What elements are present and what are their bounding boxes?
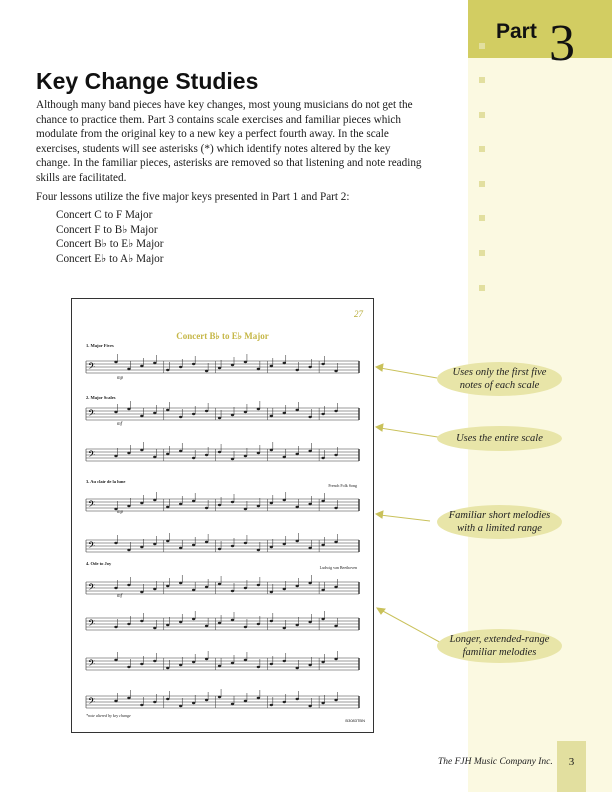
note-head xyxy=(114,626,117,628)
note-head xyxy=(205,370,208,372)
note-head xyxy=(179,582,182,584)
note-head xyxy=(231,458,234,460)
note-head xyxy=(192,500,195,502)
part-number: 3 xyxy=(549,15,575,72)
note-head xyxy=(308,503,311,505)
bass-clef-icon: 𝄢 xyxy=(88,499,96,512)
note-head xyxy=(205,454,208,456)
page-title: Key Change Studies xyxy=(36,68,259,94)
bass-clef-icon: 𝄢 xyxy=(88,658,96,671)
lessons-intro: Four lessons utilize the five major keys presented in Part 1 and Part 2: xyxy=(36,191,350,203)
note-head xyxy=(244,626,247,628)
note-head xyxy=(218,504,221,506)
note-head xyxy=(179,450,182,452)
note-head xyxy=(334,699,337,701)
note-head xyxy=(218,622,221,624)
note-head xyxy=(127,584,130,586)
note-head xyxy=(283,660,286,662)
note-head xyxy=(218,548,221,550)
music-staff xyxy=(86,536,359,558)
note-head xyxy=(231,545,234,547)
sidebar-bullet xyxy=(479,181,485,187)
callout-short-melodies: Familiar short melodies with a limited range xyxy=(437,505,562,539)
bass-clef-icon: 𝄢 xyxy=(88,540,96,553)
note-head xyxy=(192,618,195,620)
callout-extended-melodies: Longer, extended-range familiar melodies xyxy=(437,629,562,663)
note-head xyxy=(283,701,286,703)
note-head xyxy=(283,588,286,590)
note-head xyxy=(179,366,182,368)
note-head xyxy=(153,499,156,501)
note-head xyxy=(334,658,337,660)
note-head xyxy=(270,663,273,665)
music-staff xyxy=(86,614,359,636)
music-staff xyxy=(86,445,359,467)
note-head xyxy=(257,408,260,410)
dynamic-marking: mp xyxy=(117,510,124,515)
note-head xyxy=(140,704,143,706)
lesson-item: Concert F to B♭ Major xyxy=(56,223,158,236)
note-head xyxy=(270,502,273,504)
note-head xyxy=(153,543,156,545)
note-head xyxy=(244,455,247,457)
page-number: 3 xyxy=(568,756,575,768)
note-head xyxy=(244,508,247,510)
part-label: Part xyxy=(496,20,537,43)
note-head xyxy=(166,585,169,587)
note-head xyxy=(114,455,117,457)
note-head xyxy=(166,369,169,371)
note-head xyxy=(321,589,324,591)
note-head xyxy=(192,544,195,546)
callout-entire-scale: Uses the entire scale xyxy=(437,426,562,451)
music-staff xyxy=(86,654,359,676)
note-head xyxy=(257,452,260,454)
note-head xyxy=(296,409,299,411)
note-head xyxy=(283,362,286,364)
note-head xyxy=(283,412,286,414)
dynamic-marking: mp xyxy=(117,376,124,381)
note-head xyxy=(308,582,311,584)
note-head xyxy=(270,449,273,451)
note-head xyxy=(166,667,169,669)
note-head xyxy=(166,453,169,455)
note-head xyxy=(127,452,130,454)
sidebar-bullet xyxy=(479,112,485,118)
lesson-item: Concert B♭ to E♭ Major xyxy=(56,238,164,250)
note-head xyxy=(321,363,324,365)
sidebar-bullet xyxy=(479,285,485,291)
note-head xyxy=(321,544,324,546)
note-head xyxy=(244,700,247,702)
note-head xyxy=(153,701,156,703)
note-head xyxy=(153,362,156,364)
note-head xyxy=(270,365,273,367)
note-head xyxy=(127,408,130,410)
lesson-item: Concert E♭ to A♭ Major xyxy=(56,252,164,265)
note-head xyxy=(218,665,221,667)
note-head xyxy=(231,662,234,664)
note-head xyxy=(244,587,247,589)
score-title: Concert B♭ to E♭ Major xyxy=(176,331,269,341)
intro-paragraph: Although many band pieces have key changes, most young musicians do not get the chance to practice them. Part 3 contains scale exercises and familiar pieces which modulate from the original key to a new key a perfect fourth away. In the scale exercises, students will see asterisks (*) which identify notes altered by the key change. In the familiar pieces, asterisks are removed so that listening and note reading skills are facilitated. xyxy=(36,99,422,184)
sidebar-bullet xyxy=(479,146,485,152)
score-page-thumbnail xyxy=(71,298,374,733)
note-head xyxy=(270,704,273,706)
music-staff xyxy=(86,495,359,517)
score-footnote: *note altered by key change xyxy=(86,713,131,718)
note-head xyxy=(153,412,156,414)
note-head xyxy=(321,457,324,459)
note-head xyxy=(244,361,247,363)
note-head xyxy=(334,507,337,509)
note-head xyxy=(127,697,130,699)
note-head xyxy=(296,585,299,587)
note-head xyxy=(270,546,273,548)
note-head xyxy=(270,591,273,593)
note-head xyxy=(179,547,182,549)
note-head xyxy=(257,368,260,370)
note-head xyxy=(218,583,221,585)
note-head xyxy=(140,591,143,593)
note-head xyxy=(218,451,221,453)
note-head xyxy=(257,549,260,551)
note-head xyxy=(140,663,143,665)
note-head xyxy=(166,624,169,626)
note-head xyxy=(308,416,311,418)
note-head xyxy=(192,661,195,663)
note-head xyxy=(127,666,130,668)
note-head xyxy=(153,456,156,458)
catalog-number: B3083TBN xyxy=(345,718,365,723)
note-head xyxy=(308,366,311,368)
note-head xyxy=(321,413,324,415)
note-head xyxy=(192,589,195,591)
note-head xyxy=(321,702,324,704)
note-head xyxy=(308,705,311,707)
note-head xyxy=(231,590,234,592)
note-head xyxy=(127,623,130,625)
sidebar-bullet xyxy=(479,77,485,83)
note-head xyxy=(231,619,234,621)
note-head xyxy=(296,453,299,455)
note-head xyxy=(140,502,143,504)
music-staff xyxy=(86,578,359,600)
note-head xyxy=(166,540,169,542)
note-head xyxy=(192,413,195,415)
note-head xyxy=(231,364,234,366)
note-head xyxy=(296,624,299,626)
sidebar-bullet xyxy=(479,43,485,49)
note-head xyxy=(205,541,208,543)
note-head xyxy=(296,667,299,669)
note-head xyxy=(127,368,130,370)
note-head xyxy=(192,702,195,704)
part-tab xyxy=(468,0,612,58)
exercise-title: 1. Major Fives xyxy=(86,343,114,348)
bass-clef-icon: 𝄢 xyxy=(88,408,96,421)
note-head xyxy=(321,661,324,663)
note-head xyxy=(179,416,182,418)
callout-first-five-notes: Uses only the first five notes of each scale xyxy=(437,362,562,396)
note-head xyxy=(179,664,182,666)
note-head xyxy=(296,698,299,700)
note-head xyxy=(114,587,117,589)
note-head xyxy=(257,697,260,699)
music-staff xyxy=(86,692,359,714)
sidebar-bullet xyxy=(479,250,485,256)
note-head xyxy=(205,625,208,627)
note-head xyxy=(296,506,299,508)
bass-clef-icon: 𝄢 xyxy=(88,361,96,374)
exercise-title: 3. Au clair de la lune xyxy=(86,479,126,484)
note-head xyxy=(179,621,182,623)
sidebar-bullet xyxy=(479,215,485,221)
bass-clef-icon: 𝄢 xyxy=(88,696,96,709)
sidebar-panel xyxy=(468,0,612,792)
note-head xyxy=(244,542,247,544)
note-head xyxy=(205,410,208,412)
note-head xyxy=(205,699,208,701)
note-head xyxy=(231,414,234,416)
note-head xyxy=(218,367,221,369)
bass-clef-icon: 𝄢 xyxy=(88,582,96,595)
note-head xyxy=(257,666,260,668)
note-head xyxy=(205,586,208,588)
note-head xyxy=(257,584,260,586)
note-head xyxy=(308,621,311,623)
note-head xyxy=(308,450,311,452)
note-head xyxy=(283,543,286,545)
note-head xyxy=(283,499,286,501)
note-head xyxy=(257,623,260,625)
note-head xyxy=(283,627,286,629)
note-head xyxy=(153,660,156,662)
note-head xyxy=(166,698,169,700)
dynamic-marking: mf xyxy=(117,422,122,427)
note-head xyxy=(140,620,143,622)
note-head xyxy=(153,588,156,590)
dynamic-marking: mf xyxy=(117,594,122,599)
note-head xyxy=(114,542,117,544)
note-head xyxy=(114,659,117,661)
note-head xyxy=(166,409,169,411)
composer-credit: Ludwig van Beethoven xyxy=(319,565,357,570)
lesson-item: Concert C to F Major xyxy=(56,209,153,221)
note-head xyxy=(114,361,117,363)
note-head xyxy=(296,540,299,542)
note-head xyxy=(321,618,324,620)
note-head xyxy=(140,546,143,548)
score-page-number: 27 xyxy=(354,309,363,319)
note-head xyxy=(308,664,311,666)
note-head xyxy=(114,700,117,702)
note-head xyxy=(140,365,143,367)
composer-credit: French Folk Song xyxy=(328,483,357,488)
note-head xyxy=(192,363,195,365)
bass-clef-icon: 𝄢 xyxy=(88,449,96,462)
note-head xyxy=(257,505,260,507)
music-staff xyxy=(86,357,359,379)
note-head xyxy=(334,410,337,412)
note-head xyxy=(308,547,311,549)
note-head xyxy=(205,658,208,660)
bass-clef-icon: 𝄢 xyxy=(88,618,96,631)
note-head xyxy=(334,370,337,372)
music-staff xyxy=(86,404,359,426)
note-head xyxy=(231,501,234,503)
note-head xyxy=(127,505,130,507)
note-head xyxy=(114,508,117,510)
note-head xyxy=(114,411,117,413)
note-head xyxy=(231,703,234,705)
note-head xyxy=(218,696,221,698)
note-head xyxy=(296,369,299,371)
note-head xyxy=(270,620,273,622)
note-head xyxy=(244,659,247,661)
note-head xyxy=(334,625,337,627)
note-head xyxy=(127,549,130,551)
note-head xyxy=(166,506,169,508)
note-head xyxy=(140,415,143,417)
note-head xyxy=(334,586,337,588)
note-head xyxy=(153,627,156,629)
exercise-title: 2. Major Scales xyxy=(86,395,116,400)
publisher-footer: The FJH Music Company Inc. xyxy=(438,757,553,767)
note-head xyxy=(270,415,273,417)
note-head xyxy=(179,705,182,707)
note-head xyxy=(321,500,324,502)
note-head xyxy=(205,507,208,509)
note-head xyxy=(334,541,337,543)
note-head xyxy=(192,457,195,459)
note-head xyxy=(334,454,337,456)
note-head xyxy=(140,449,143,451)
note-head xyxy=(179,503,182,505)
note-head xyxy=(218,417,221,419)
exercise-title: 4. Ode to Joy xyxy=(86,561,112,566)
note-head xyxy=(244,411,247,413)
note-head xyxy=(283,456,286,458)
